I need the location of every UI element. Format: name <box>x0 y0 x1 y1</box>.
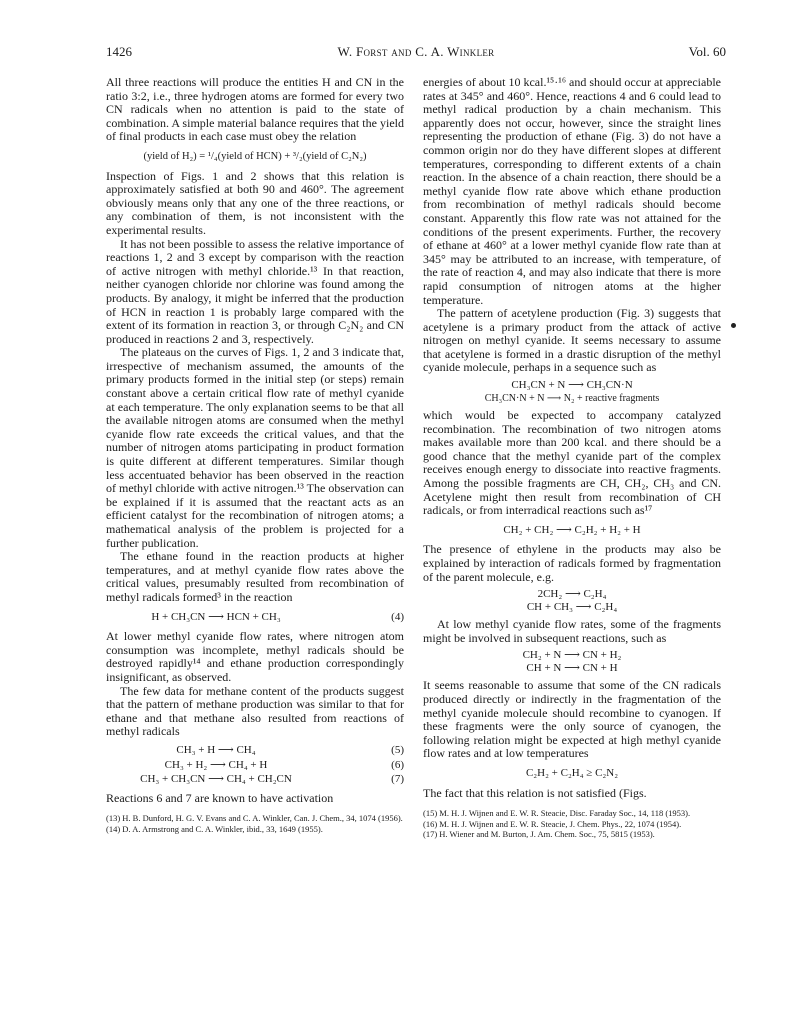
equation-6: CH₃ + H₂ ⟶ CH₄ + H (6) <box>164 758 404 771</box>
paragraph: The few data for methane content of the products suggest that the pattern of methane production was similar to that for ethane and that methane also resulted from reactions of methyl radicals <box>106 683 404 739</box>
footnote-16: (16) M. H. J. Wijnen and E. W. R. Steacie, J. Chem. Phys., 22, 1074 (1954). <box>423 818 682 829</box>
yield-relation: (yield of H₂) = ¹/₄(yield of HCN) + ³/₂(yield of C₂N₂) <box>143 150 367 162</box>
paragraph: It seems reasonable to assume that some of the CN radicals produced directly or indirectly in the fragmentation of the methyl cyanide molecule should recombine to cyanogen. If these fragments were the only source of cyanogen, the following relation might be expected at high methyl cyanide flow rates and at low temperatures <box>423 678 721 761</box>
paragraph: All three reactions will produce the entities H and CN in the ratio 3:2, i.e., three hydrogen atoms are formed for every two CN radicals when no attention is paid to the state of combination. A simple material balance requires that the yield of final products in each case must obey the relation <box>106 75 404 144</box>
paragraph: The pattern of acetylene production (Fig. 3) suggests that acetylene is a primary product from the attack of active nitrogen on methyl cyanide. It seems necessary to assume that acetylene is formed in a drastic disruption of the methyl cyanide molecule, perhaps in a sequence such as <box>423 306 721 375</box>
ethylene-equations: 2CH₂ ⟶ C₂H₄ CH + CH₃ ⟶ C₂H₄ <box>526 588 618 614</box>
paragraph: The presence of ethylene in the products may also be explained by interaction of radicals formed by fragmentation of the parent molecule, e.g. <box>423 542 721 584</box>
paragraph: The fact that this relation is not satisfied (Figs. <box>423 785 647 800</box>
fragment-equations: CH₂ + N ⟶ CN + H₂ CH + N ⟶ CN + H <box>522 649 622 675</box>
paragraph: The ethane found in the reaction products at higher temperatures, and at methyl cyanide flow rates above the critical values, presumably resulted from recombination of methyl radicals formed³ in the reaction <box>106 549 404 604</box>
paragraph: At low methyl cyanide flow rates, some of the fragments might be involved in subsequent reactions, such as <box>423 617 721 645</box>
footnotes <box>423 808 721 840</box>
right-column <box>423 76 721 840</box>
footnote-17: (17) H. Wiener and M. Burton, J. Am. Chem. Soc., 75, 5815 (1953). <box>423 829 655 840</box>
page-number: 1426 <box>106 44 132 59</box>
footnote-15: (15) M. H. J. Wijnen and E. W. R. Steacie, Disc. Faraday Soc., 14, 118 (1953). <box>423 808 691 819</box>
footnote-14: (14) D. A. Armstrong and C. A. Winkler, ibid., 33, 1649 (1955). <box>106 823 323 834</box>
paragraph: Inspection of Figs. 1 and 2 shows that this relation is approximately satisfied at both 90 and 460°. The agreement obviously means only that any one of the three reactions, or any combination of them, is not inconsistent with the experimental results. <box>106 168 404 237</box>
paragraph: At lower methyl cyanide flow rates, where nitrogen atom consumption was incomplete, methyl radicals should be destroyed rapidly¹⁴ and ethane production correspondingly insignificant, as observed. <box>106 629 404 684</box>
equation-5: CH₃ + H ⟶ CH₄ (5) <box>176 743 404 756</box>
equation-4: H + CH₃CN ⟶ HCN + CH₃ (4) <box>151 610 404 623</box>
equation-7: CH₃ + CH₃CN ⟶ CH₄ + CH₂CN (7) <box>140 773 404 786</box>
reaction-sequence: CH₃CN + N ⟶ CH₃CN·N CH₃CN·N + N ⟶ N₂ + reactive fragments <box>484 379 660 405</box>
paragraph: Reactions 6 and 7 are known to have activation <box>106 790 334 805</box>
volume-label: Vol. 60 <box>688 44 726 59</box>
left-column <box>106 76 404 834</box>
page-header <box>106 44 726 64</box>
cyanogen-relation: C₂H₂ + C₂H₄ ≥ C₂N₂ <box>525 766 619 779</box>
footnotes <box>106 813 404 834</box>
paragraph: which would be expected to accompany catalyzed recombination. The recombination of two nitrogen atoms makes available more than 200 kcal. and there should be a good chance that the methyl cyanide part of the complex receives enough energy to dissociate into reactive fragments. Among the possible fragments are CH, CH₂, CH₃ and CN. Acetylene might then result from recombination of CH radicals, or from interradical reactions such as¹⁷ <box>423 408 721 518</box>
paragraph: energies of about 10 kcal.¹⁵·¹⁶ and should occur at appreciable rates at 345° and 460°. Hence, reactions 4 and 6 could lead to methyl radical production by a chain mechanism. This apparently does not occur, however, since the straight lines representing the production of ethane (Fig. 3) do not have a common origin nor do they have different slopes at different temperatures, corresponding to different extents of a chain reaction. In the absence of a chain reaction, there should be a methyl cyanide flow rate above which ethane production from recombination of methyl radicals should become constant. Apparently this flow rate was not attained for the conditions of the present experiments. Further, the recovery of ethane at 460° at a lower methyl cyanide flow rate than at 345° may be attributed to an increase, with temperature, of the rate of reaction 4, and may also indicate that there is more rapid consumption of nitrogen atoms at the higher temperature. <box>423 75 721 307</box>
paragraph: It has not been possible to assess the relative importance of reactions 1, 2 and 3 except by comparison with the reaction of active nitrogen with methyl chloride.¹³ In that reaction, neither cyanogen chloride nor chlorine was found among the products. By analogy, it might be inferred that the production of HCN in reaction 1 is probably large compared with the extent of its formation in reaction 3, or through C₂N₂ and CN produced in reactions 2 and 3, respectively. <box>106 236 404 346</box>
footnote-13: (13) H. B. Dunford, H. G. V. Evans and C. A. Winkler, Can. J. Chem., 34, 1074 (1956). <box>106 813 403 824</box>
paragraph: The plateaus on the curves of Figs. 1, 2 and 3 indicate that, irrespective of mechanism assumed, the amounts of the primary products formed in the initial step (or steps) remain constant above a certain critical flow rate of methyl cyanide at each temperature. The only explanation seems to be that all the available nitrogen atoms are consumed when the methyl cyanide flow rate exceeds the critical values, and that the number of nitrogen atoms participating in product formation is quite different at different temperatures. Similar though less accentuated behavior has been observed in the reaction of methyl chloride with active nitrogen.¹³ The observation can be explained if it is assumed that the reactant acts as an efficient catalyst for the recombination of nitrogen atoms; a mathematical analysis of the problem is projected for a further publication. <box>106 345 404 550</box>
acetylene-equation: CH₂ + CH₂ ⟶ C₂H₂ + H₂ + H <box>503 523 641 536</box>
margin-dot <box>731 323 736 328</box>
running-title: W. Forst and C. A. Winkler <box>337 44 495 59</box>
